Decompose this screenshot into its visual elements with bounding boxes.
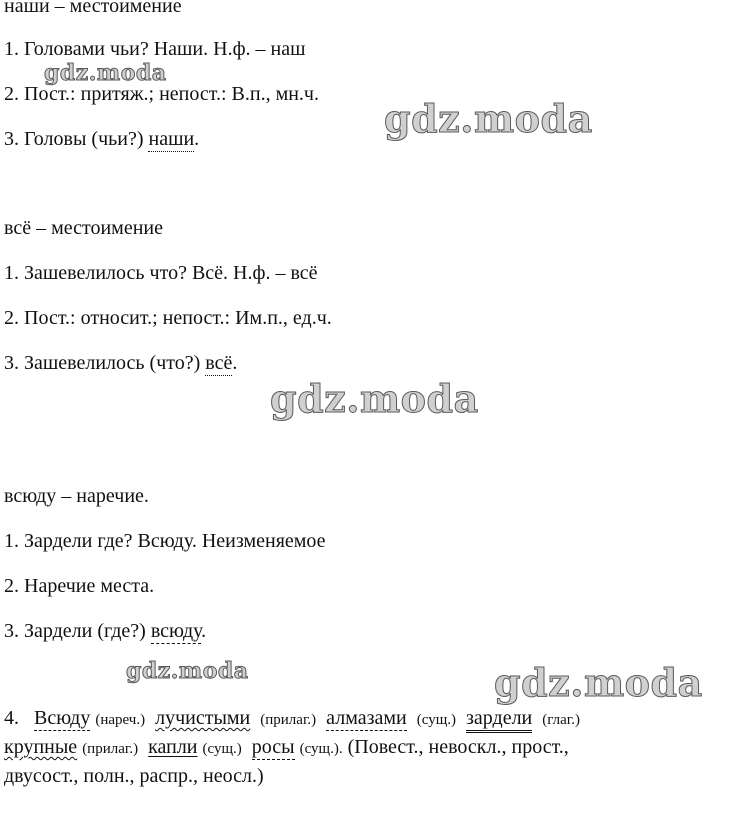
section-1-heading: наши – местоимение	[4, 0, 182, 17]
parse-word-adjective: крупные	[4, 736, 78, 758]
section-1-line-1: 1. Головами чьи? Наши. Н.ф. – наш	[4, 38, 306, 60]
parse-word-adjective: лучистыми	[155, 707, 251, 729]
parse-tag: (сущ.).	[299, 741, 343, 757]
parse-word-adverb: Всюду	[34, 707, 91, 729]
line-3-suffix: .	[232, 352, 238, 374]
line-3-prefix: 3. Зардели (где?)	[4, 620, 151, 642]
watermark-logo: gdz.moda	[494, 660, 703, 705]
parse-line-1	[4, 706, 580, 732]
watermark-logo: gdz.moda	[384, 96, 593, 141]
parse-tag: (прилаг.)	[260, 712, 317, 728]
line-3-suffix: .	[201, 620, 207, 642]
watermark-logo: gdz.moda	[44, 60, 167, 86]
section-3-heading: всюду – наречие.	[4, 485, 149, 507]
parse-tag: (нареч.)	[95, 712, 146, 728]
section-2-line-1: 1. Зашевелилось что? Всё. Н.ф. – всё	[4, 262, 318, 284]
watermark-logo: gdz.moda	[126, 658, 249, 684]
parse-word-subject: капли	[148, 736, 198, 758]
parse-word-noun: росы	[251, 736, 295, 758]
parse-number: 4.	[4, 707, 19, 729]
parse-line-2	[4, 735, 569, 761]
parse-line-3: двусост., полн., распр., неосл.)	[4, 765, 264, 787]
section-3-line-3	[4, 619, 206, 643]
line-3-prefix: 3. Зашевелилось (что?)	[4, 352, 206, 374]
section-2-line-2: 2. Пост.: относит.; непост.: Им.п., ед.ч.	[4, 307, 332, 329]
section-3-line-1: 1. Зардели где? Всюду. Неизменяемое	[4, 530, 326, 552]
parse-tag: (глаг.)	[542, 712, 580, 728]
parse-word-verb: зардели	[466, 707, 532, 733]
parse-word-noun: алмазами	[326, 707, 407, 729]
underlined-word: всё	[205, 352, 233, 374]
parse-tag: (сущ.)	[202, 741, 242, 757]
underlined-word: всюду	[150, 620, 202, 642]
section-3-line-2: 2. Наречие места.	[4, 575, 155, 597]
line-3-prefix: 3. Головы (чьи?)	[4, 128, 149, 150]
line-3-suffix: .	[194, 128, 200, 150]
parse-characteristics: (Повест., невоскл., прост.,	[347, 736, 569, 758]
section-2-line-3	[4, 351, 237, 375]
section-2-heading: всё – местоимение	[4, 217, 163, 239]
section-1-line-3	[4, 127, 199, 151]
parse-tag: (прилаг.)	[82, 741, 139, 757]
parse-tag: (сущ.)	[416, 712, 456, 728]
section-1-line-2: 2. Пост.: притяж.; непост.: В.п., мн.ч.	[4, 83, 319, 105]
watermark-logo: gdz.moda	[270, 376, 479, 421]
underlined-word: наши	[148, 128, 195, 150]
